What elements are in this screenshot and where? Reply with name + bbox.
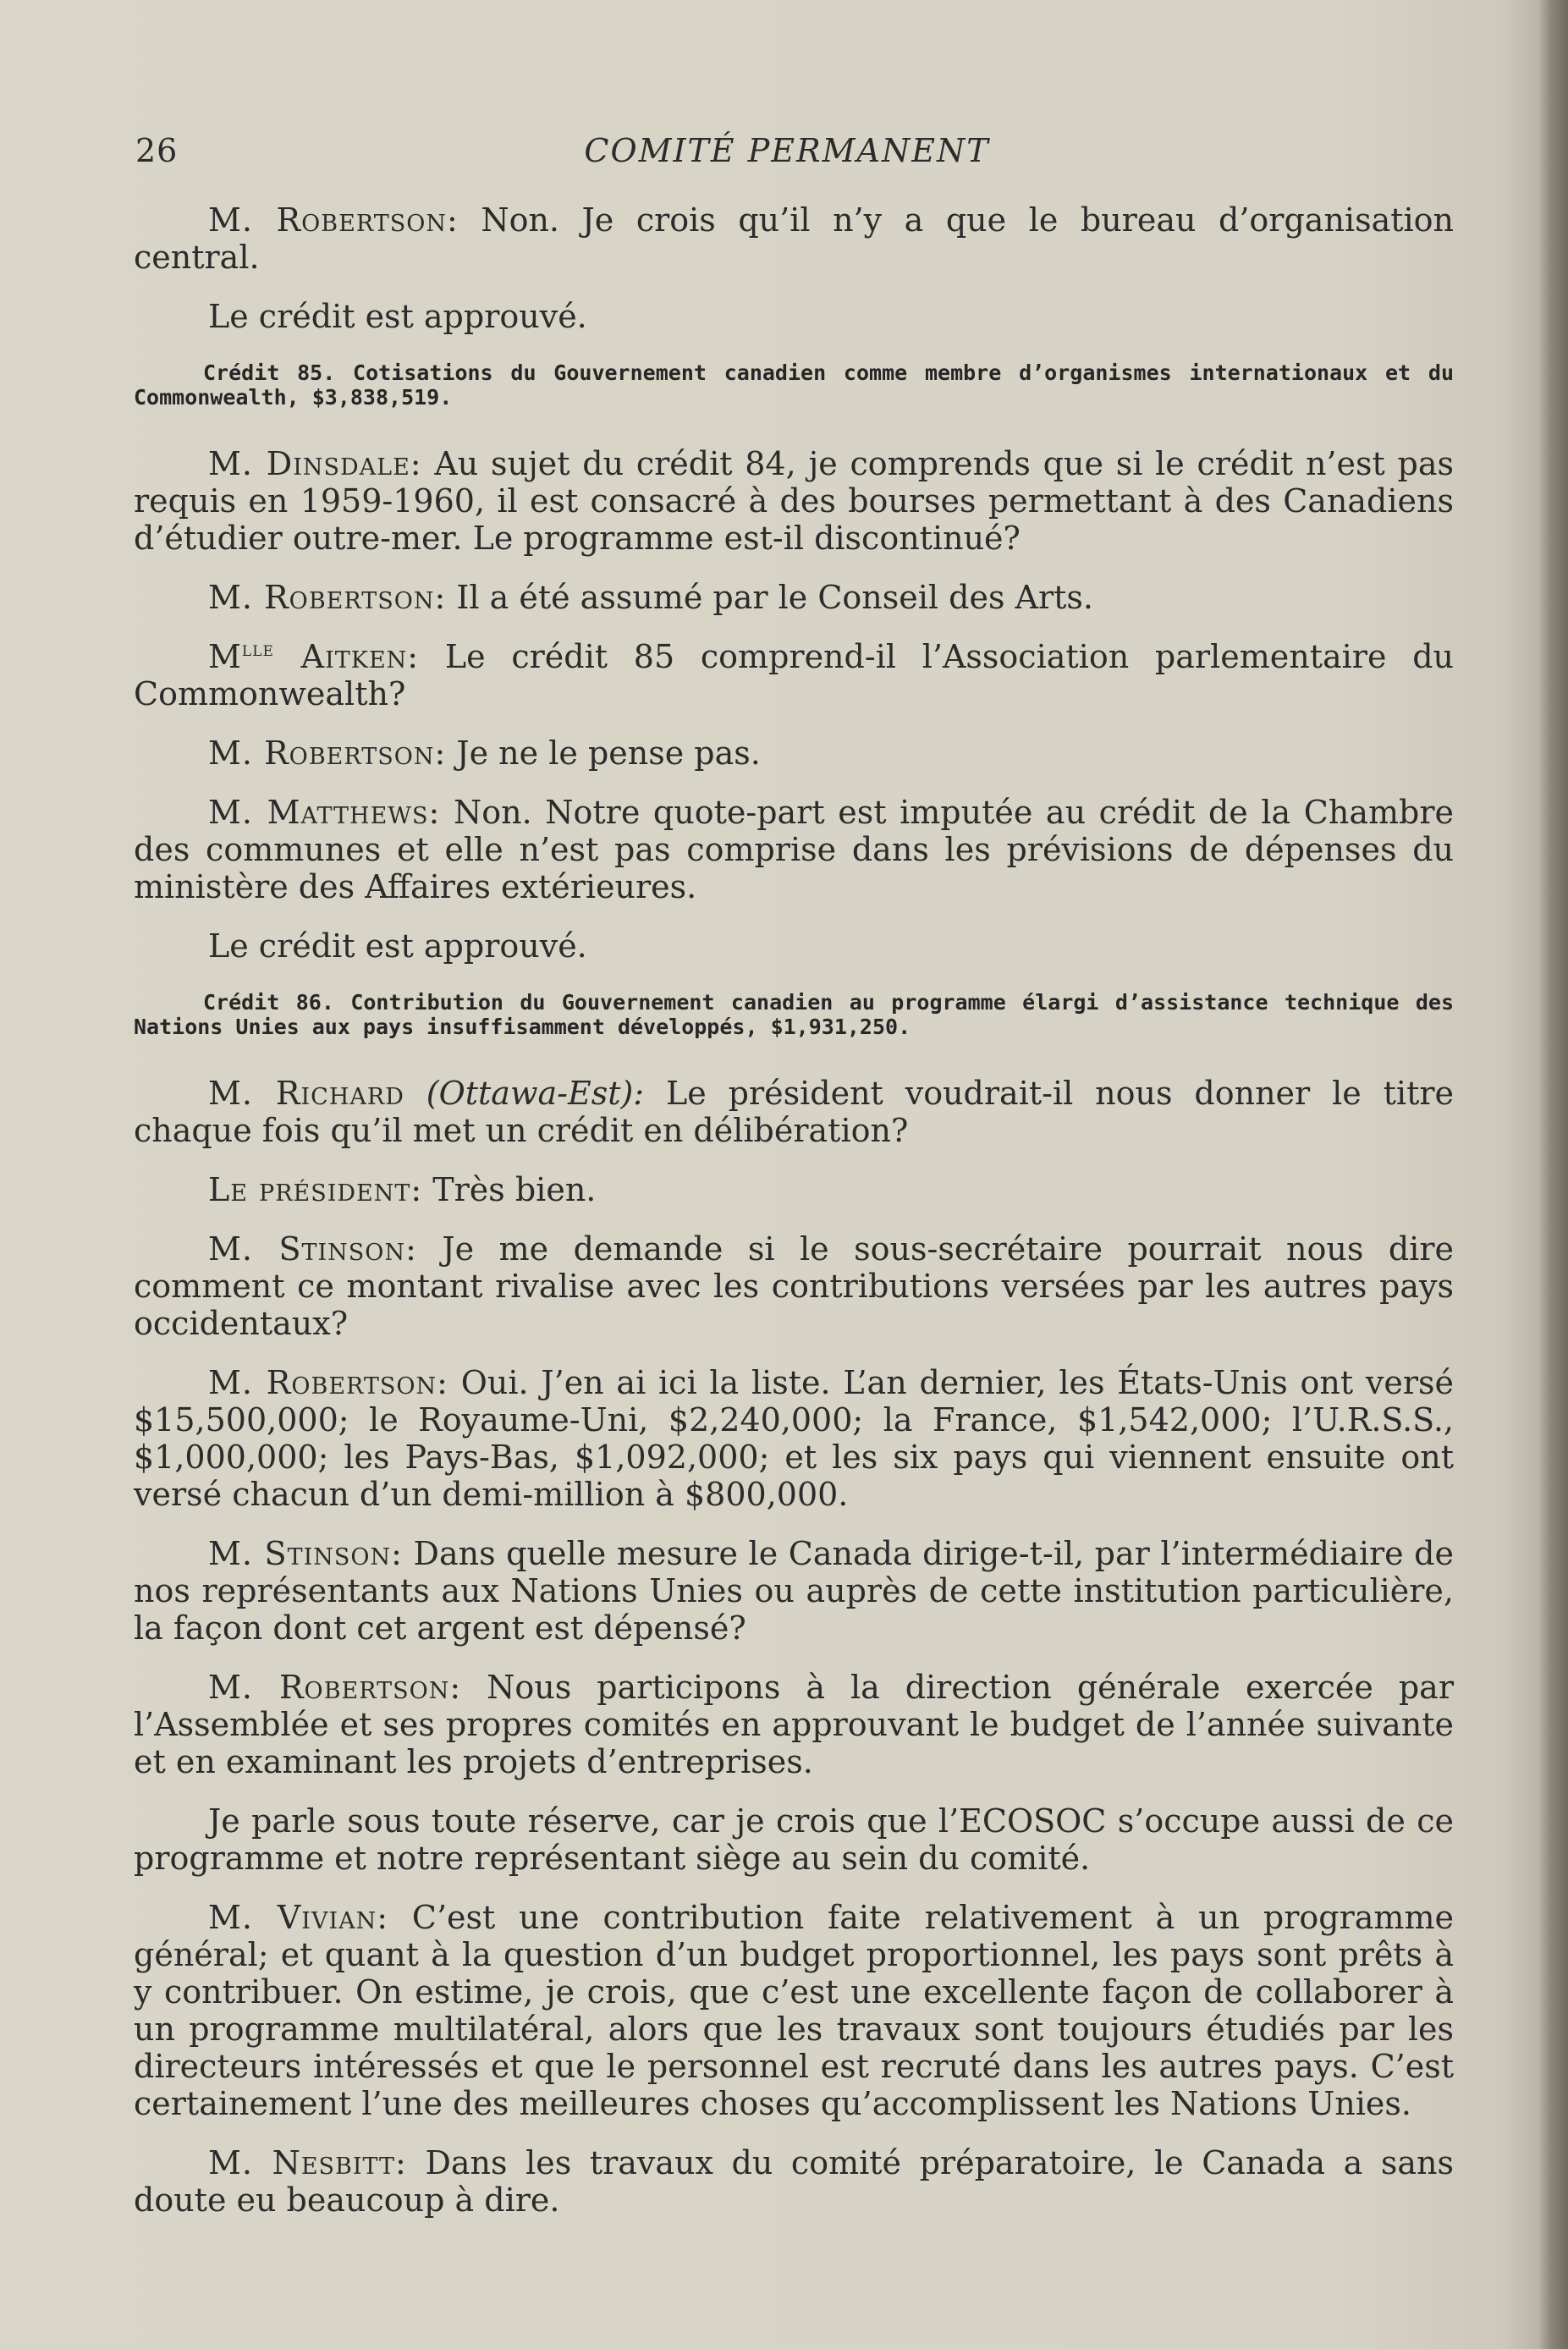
speaker-riding: (Ottawa-Est): <box>404 1075 645 1112</box>
page-number: 26 <box>135 132 179 169</box>
paragraph <box>134 1171 1454 1208</box>
paragraph <box>134 1669 1454 1780</box>
speaker <box>208 638 419 675</box>
paragraph <box>134 1802 1454 1877</box>
speaker: M. Robertson: <box>208 579 447 616</box>
running-title: COMITÉ PERMANENT <box>584 132 990 169</box>
speaker: M. Nesbitt: <box>208 2144 407 2181</box>
speech-text: Dans les travaux du comité préparatoire, le Canada a sans doute eu beaucoup à dire. <box>134 2144 1454 2219</box>
speech-text: Je ne le pense pas. <box>446 734 761 772</box>
paragraph <box>134 201 1454 276</box>
speech-text: Le crédit est approuvé. <box>208 927 587 965</box>
speech-text: Nous participons à la direction générale exercée par l’Assemblée et ses propres comités en approuvant le budget de l’année suivante et en examinant les projets d’entreprises. <box>134 1669 1454 1780</box>
paragraph <box>134 1899 1454 2122</box>
paragraph <box>134 794 1454 905</box>
document-body <box>134 201 1454 2241</box>
credit-item: Crédit 85. Cotisations du Gouvernement canadien comme membre d’organismes internationaux et du Commonwealth, $3,838,519. <box>134 360 1454 410</box>
speaker: M. Vivian: <box>208 1899 389 1936</box>
paragraph <box>134 1075 1454 1149</box>
speaker: M. Richard <box>208 1075 404 1112</box>
paragraph <box>134 298 1454 335</box>
speech-text: Au sujet du crédit 84, je comprends que si le crédit n’est pas requis en 1959-1960, il est consacré à des bourses permettant à des Canadiens d’étudier outre-mer. Le programme est-il discontinué? <box>134 445 1454 557</box>
speech-text: Le crédit est approuvé. <box>208 298 587 335</box>
speech-text: Oui. J’en ai ici la liste. L’an dernier, les États-Unis ont versé $15,500,000; le Royaume-Uni, $2,240,000; la France, $1,542,000; l’U.R.S.S., $1,000,000; les Pays-Bas, $1,092,000; et les six pays qui viennent ensuite ont versé chacun d’un demi-million à $800,000. <box>134 1364 1454 1513</box>
speaker-prefix: M <box>208 638 242 675</box>
credit-item: Crédit 86. Contribution du Gouvernement canadien au programme élargi d’assistance technique des Nations Unies aux pays insuffisamment développés, $1,931,250. <box>134 990 1454 1039</box>
speech-text: C’est une contribution faite relativement à un programme général; et quant à la question d’un budget proportionnel, les pays sont prêts à y contribuer. On estime, je crois, que c’est une excellente façon de collaborer à un programme multilatéral, alors que les travaux sont toujours étudiés par les directeurs intéressés et que le personnel est recruté dans les autres pays. C’est certainement l’une des meilleures choses qu’accomplissent les Nations Unies. <box>134 1899 1454 2122</box>
page-edge <box>1539 0 1568 2349</box>
speech-text: Dans quelle mesure le Canada dirige-t-il, par l’intermédiaire de nos représentants aux Nations Unies ou auprès de cette institution particulière, la façon dont cet argent est dépensé? <box>134 1535 1454 1647</box>
paragraph <box>134 734 1454 772</box>
speaker: M. Robertson: <box>208 1364 448 1401</box>
speech-text: Il a été assumé par le Conseil des Arts. <box>446 579 1094 616</box>
speaker-superscript: lle <box>241 637 274 661</box>
speaker: M. Robertson: <box>208 734 447 772</box>
speech-text: Le crédit 85 comprend-il l’Association parlementaire du Commonwealth? <box>134 638 1454 712</box>
speaker: M. Dinsdale: <box>208 445 422 482</box>
paragraph <box>134 2144 1454 2219</box>
speaker-name: Aitken: <box>273 638 420 675</box>
paragraph <box>134 927 1454 965</box>
paragraph <box>134 579 1454 616</box>
speech-text: Très bien. <box>422 1171 597 1208</box>
paragraph <box>134 638 1454 712</box>
speech-text: Je parle sous toute réserve, car je crois que l’ECOSOC s’occupe aussi de ce programme et notre représentant siège au sein du comité. <box>134 1802 1454 1877</box>
speech-text: Non. Je crois qu’il n’y a que le bureau d’organisation central. <box>134 201 1454 276</box>
speaker: M. Robertson: <box>208 201 459 239</box>
paragraph <box>134 1230 1454 1342</box>
speaker: M. Robertson: <box>208 1669 462 1706</box>
page-header <box>135 125 1439 176</box>
speaker: M. Stinson: <box>208 1535 403 1572</box>
paragraph <box>134 1535 1454 1647</box>
speech-text: Le président voudrait-il nous donner le titre chaque fois qu’il met un crédit en délibération? <box>134 1075 1455 1149</box>
speaker: M. Matthews: <box>208 794 441 831</box>
paragraph <box>134 445 1454 557</box>
paragraph <box>134 1364 1454 1513</box>
speech-text: Non. Notre quote-part est imputée au crédit de la Chambre des communes et elle n’est pas comprise dans les prévisions de dépenses du ministère des Affaires extérieures. <box>134 794 1455 905</box>
speaker: Le président: <box>208 1171 423 1208</box>
speaker: M. Stinson: <box>208 1230 417 1268</box>
speech-text: Je me demande si le sous-secrétaire pourrait nous dire comment ce montant rivalise avec les contributions versées par les autres pays occidentaux? <box>134 1230 1454 1342</box>
